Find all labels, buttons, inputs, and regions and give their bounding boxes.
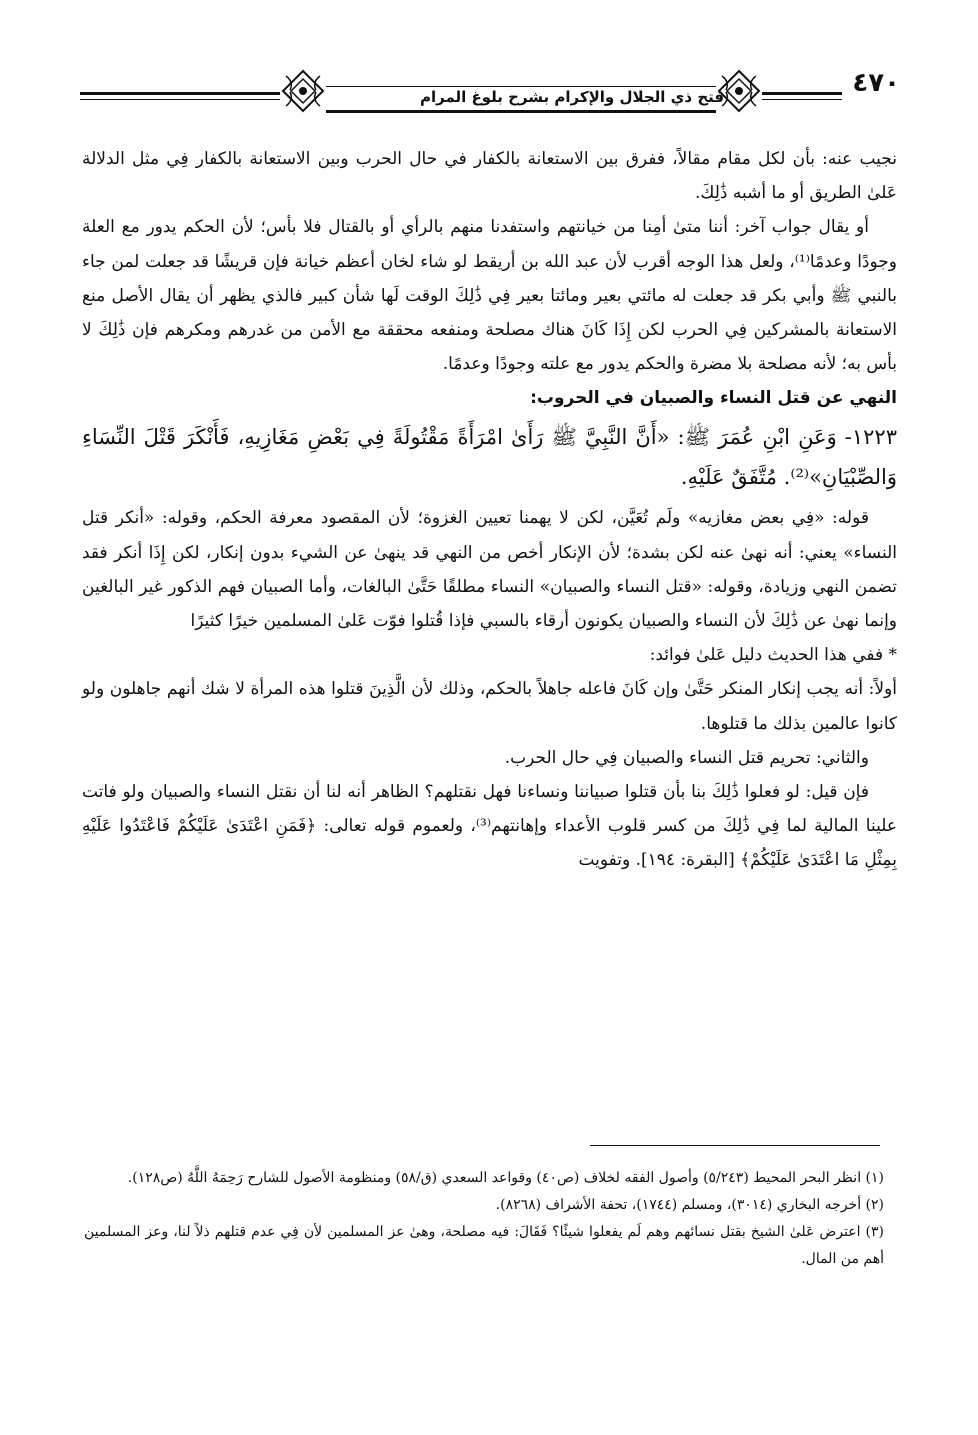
- main-text: [82, 142, 897, 878]
- header-rule-top: [326, 86, 716, 87]
- page-number: ٤٧٠: [852, 68, 900, 98]
- footnote-2: (٢) أخرجه البخاري (٣٠١٤)، ومسلم (١٧٤٤)، تحفة الأشراف (٨٢٦٨).: [495, 1197, 884, 1213]
- footnote-1: (١) انظر البحر المحيط (٥/٢٤٣) وأصول الفقه لخلاف (ص٤٠) وقواعد السعدي (ق/٥٨) ومنظومة الأصول للشارح رَحِمَهُ اللَّهُ (ص١٢٨).: [127, 1170, 884, 1186]
- header-rule-right-thin: [762, 99, 842, 100]
- book-title: فتح ذي الجلال والإكرام بشرح بلوغ المرام: [420, 88, 725, 106]
- footnote-separator: [590, 1145, 880, 1146]
- paragraph-2: أو يقال جواب آخر: أننا متىٰ أمِنا من خيانتهم واستفدنا منهم بالرأي أو بالقتال فلا بأس؛ لأن الحكم يدور مع العلة وجودًا وعدمًا⁽¹⁾، ولعل هذا الوجه أقرب لأن عبد الله بن أريقط لو شاء لخان أعظم خيانة فإن قريشًا قد جعلت لمن جاء بالنبي ﷺ وأبي بكر قد جعلت له مائتي بعير ومائتا بعير فِي ذَٰلِكَ الوقت لَها شأن كبير فالذي يظهر أن يقال الأصل منع الاستعانة بالمشركين فِي الحرب لكن إِذَا كَانَ هناك مصلحة ومنفعه محققة مع الأمن من غدرهم ومكرهم فإن ذَٰلِكَ لا بأس به؛ لأنه مصلحة بلا مضرة والحكم يدور مع علته وجودًا وعدمًا.: [82, 217, 897, 375]
- right-ornament-icon: [716, 68, 762, 114]
- paragraph-4: * ففي هذا الحديث دليل عَلىٰ فوائد:: [649, 645, 897, 666]
- footnote-3: (٣) اعترض عَلىٰ الشيخ بقتل نسائهم وهم لَم يفعلوا شيئًا؟ فَقَالَ: فيه مصلحة، وهىٰ عز المسلمين لأن فِي عدم قتلهم ذلاً لنا، وعز المسلمين أهم من المال.: [84, 1224, 884, 1267]
- left-ornament-icon: [280, 68, 326, 114]
- paragraph-1: نجيب عنه: بأن لكل مقام مقالاً، ففرق بين الاستعانة بالكفار في حال الحرب وبين الاستعانة بالكفار فِي مثل الدلالة عَلىٰ الطريق أو ما أشبه ذَٰلِكَ.: [82, 149, 897, 204]
- header-rule-left: [80, 92, 280, 95]
- header-rule-right: [762, 92, 842, 95]
- header-rule-bottom: [326, 110, 716, 113]
- section-heading: النهي عن قتل النساء والصبيان في الحروب:: [530, 388, 897, 409]
- header-rule-left-thin: [80, 99, 280, 100]
- paragraph-7: فإن قيل: لو فعلوا ذَٰلِكَ بنا بأن قتلوا صبياننا ونساءنا فهل نقتلهم؟ الظاهر أنه لنا أن نقتل النساء والصبيان ولو فاتت علينا المالية لما فِي ذَٰلِكَ من كسر قلوب الأعداء وإهانتهم⁽³⁾، ولعموم قوله تعالى: ﴿فَمَنِ اعْتَدَىٰ عَلَيْكُمْ فَاعْتَدُوا عَلَيْهِ بِمِثْلِ مَا اعْتَدَىٰ عَلَيْكُمْ﴾ [البقرة: ١٩٤]. وتفويت: [82, 782, 897, 871]
- page-header: [80, 62, 900, 122]
- paragraph-5: أولاً: أنه يجب إنكار المنكر حَتَّىٰ وإن كَانَ فاعله جاهلاً بالحكم، وذلك لأن الَّذِينَ قتلوا هذه المرأة لا شك أنهم جاهلون ولو كانوا عالمين بذلك ما قتلوها.: [82, 679, 897, 734]
- paragraph-3: قوله: «فِي بعض مغازيه» ولَم تُعَيَّن، لكن لا يهمنا تعيين الغزوة؛ لأن المقصود معرفة الحكم، وقوله: «أنكر قتل النساء» يعني: أنه نهىٰ عنه لكن بشدة؛ لأن الإنكار أخص من النهي قد ينهىٰ عن الشيء بدون إنكار، لكن إِذَا أنكر فقد تضمن النهي وزيادة، وقوله: «قتل النساء والصبيان» النساء مطلقًا حَتَّىٰ البالغات، وأما الصبيان فهم الذكور غير البالغين وإنما نهىٰ عن ذَٰلِكَ لأن النساء والصبيان يكونون أرقاء بالسبي فإذا قُتلوا فوّت عَلىٰ المسلمين خيرًا كثيرًا: [82, 508, 897, 632]
- paragraph-6: والثاني: تحريم قتل النساء والصبيان فِي حال الحرب.: [504, 747, 869, 768]
- footnotes: [84, 1165, 884, 1273]
- hadith-text: ١٢٢٣- وَعَنِ ابْنِ عُمَرَ ﷺ: «أَنَّ النَّبِيَّ ﷺ رَأَىٰ امْرَأَةً مَقْتُولَةً فِي بَعْضِ مَغَازِيهِ، فَأَنْكَرَ قَتْلَ النِّسَاءِ وَالصِّبْيَانِ»⁽²⁾. مُتَّفَقٌ عَلَيْهِ.: [82, 425, 897, 490]
